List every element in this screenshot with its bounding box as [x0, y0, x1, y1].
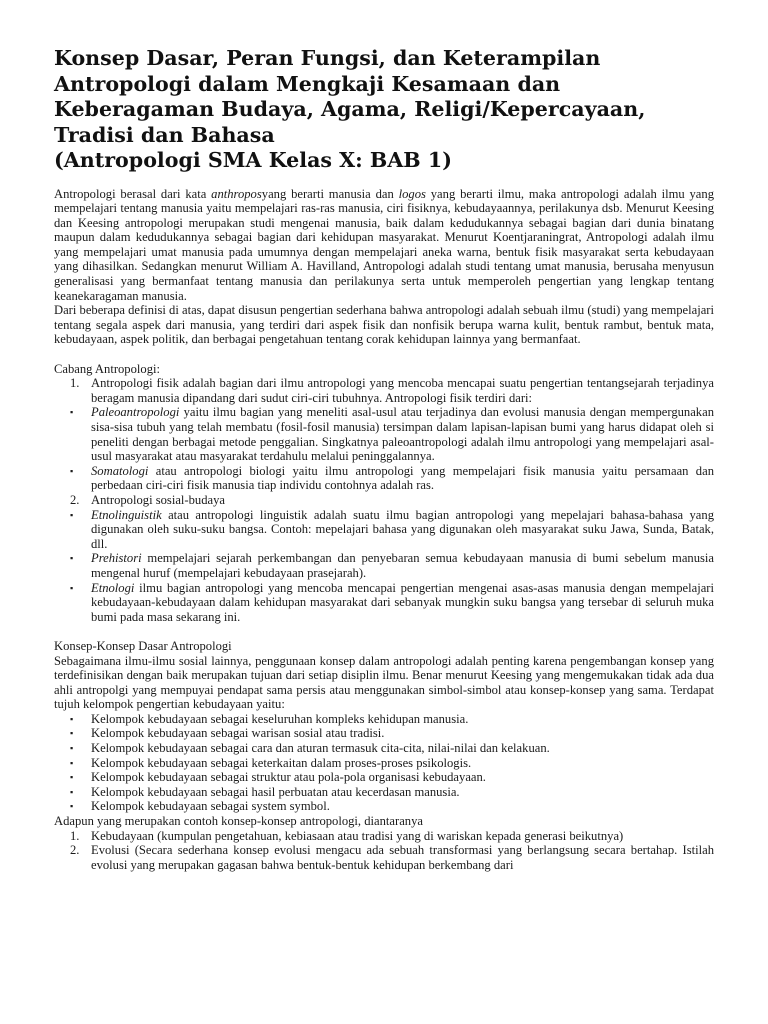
kelompok-bullets	[54, 712, 714, 814]
list-marker: 2.	[70, 492, 80, 507]
list-item-text: ilmu bagian antropologi yang mencoba mencapai pengertian mengenai asas-asas manusia dengan mempelajari kebudayaan-kebudayaan dalam kehidupan masyarakat dari sebanyak mungkin suku bangsa yang tersebar di seluruh muka bumi pada masa sekarang ini.	[91, 580, 714, 624]
list-item-text: Evolusi (Secara sederhana konsep evolusi mengacu ada sebuah transformasi yang berlangsung secara bertahap. Istilah evolusi yang merupakan gagasan bahwa bentuk-bentuk kehidupan berkembang dari	[91, 843, 714, 872]
list-item	[54, 508, 714, 552]
cabang-sosial-bullets	[54, 508, 714, 625]
intro-text: yang berarti manusia dan	[261, 186, 399, 201]
bullet-icon: ▪	[70, 772, 74, 783]
list-item-text: yaitu ilmu bagian yang meneliti asal-usul atau terjadinya dan evolusi manusia dengan mempergunakan sisa-sisa tubuh yang telah membatu (fosil-fosil manusia) tersimpan dalam lapisan-lapisan bumi yang harus didapat oleh si peneliti dengan berbagai metode penggalian. Singkatnya paleoantropologi adalah ilmu antropologi yang mempelajari asal-usul masyarakat atau masyarakat terdahulu melalui peninggalannya.	[91, 405, 714, 464]
list-item	[54, 843, 714, 872]
bullet-icon: ▪	[70, 509, 74, 520]
term: Etnolinguistik	[91, 507, 162, 522]
bullet-icon: ▪	[70, 757, 74, 768]
list-item-text: Kelompok kebudayaan sebagai warisan sosial atau tradisi.	[91, 726, 385, 741]
list-item-text: Kelompok kebudayaan sebagai keterkaitan dalam proses-proses psikologis.	[91, 755, 472, 770]
list-item-text: mempelajari sejarah perkembangan dan penyebaran semua kebudayaan manusia di bumi sebelum manusia mengenal huruf (mempelajari kebudayaan prasejarah).	[91, 551, 714, 580]
list-item	[54, 376, 714, 405]
list-item	[54, 405, 714, 463]
list-item-text: Antropologi sosial-budaya	[91, 492, 225, 507]
intro-paragraph-1	[54, 187, 714, 304]
list-item	[54, 785, 714, 800]
title-line-5: (Antropologi SMA Kelas X: BAB 1)	[54, 148, 452, 172]
konsep-numbered-list	[54, 829, 714, 873]
document-body	[54, 187, 714, 873]
bullet-icon: ▪	[70, 553, 74, 564]
bullet-icon: ▪	[70, 713, 74, 724]
list-item-text: Kelompok kebudayaan sebagai keseluruhan kompleks kehidupan manusia.	[91, 711, 469, 726]
term: Somatologi	[91, 463, 149, 478]
section-heading-konsep: Konsep-Konsep Dasar Antropologi	[54, 638, 232, 653]
list-item	[54, 741, 714, 756]
intro-text: Antropologi berasal dari kata	[54, 186, 212, 201]
adapun-paragraph: Adapun yang merupakan contoh konsep-konsep antropologi, diantaranya	[54, 814, 423, 829]
title-line-3: Keberagaman Budaya, Agama, Religi/Kepercayaan,	[54, 97, 646, 121]
intro-paragraph-2: Dari beberapa definisi di atas, dapat disusun pengertian sederhana bahwa antropologi adalah sebuah ilmu (studi) yang mempelajari tentang segala aspek dari manusia, yang terdiri dari aspek fisik dan nonfisik berupa warna kulit, bentuk rambut, bentuk mata, kebudayaan, aspek politik, dan berbagai pengetahuan tentang corak kehidupan lainnya yang bermanfaat.	[54, 303, 714, 347]
bullet-icon: ▪	[70, 582, 74, 593]
term: Paleoantropologi	[91, 405, 180, 420]
list-item	[54, 756, 714, 771]
list-item	[54, 493, 714, 508]
konsep-intro: Sebagaimana ilmu-ilmu sosial lainnya, penggunaan konsep dalam antropologi adalah penting karena pengembangan konsep yang terdefinisikan dengan baik merupakan tujuan dari setiap disiplin ilmu. Benar menurut Keesing yang mengemukakan tidak ada dua ahli antropolgi yang mempuyai pendapat sama persis atau menggunakan simbol-simbol atau konsep-konsep yang sama. Terdapat tujuh kelompok pengertian kebudayaan yaitu:	[54, 653, 714, 712]
list-item	[54, 712, 714, 727]
bullet-icon: ▪	[70, 801, 74, 812]
list-item	[54, 829, 714, 844]
list-marker: 1.	[70, 376, 80, 391]
list-item-text: atau antropologi biologi yaitu ilmu antropologi yang mempelajari fisik manusia yaitu persamaan dan perbedaan ciri-ciri fisik manusia tiap individu contohnya adalah ras.	[91, 463, 714, 493]
list-marker: 2.	[70, 843, 80, 858]
list-item	[54, 770, 714, 785]
bullet-icon: ▪	[70, 728, 74, 739]
list-item-text: Antropologi fisik adalah bagian dari ilmu antropologi yang mencoba mencapai suatu pengertian tentangsejarah terjadinya beragam manusia dipandang dari sudut ciri-ciri tubuhnya. Antropologi fisik terdiri dari:	[91, 376, 714, 405]
cabang-fisik-bullets	[54, 405, 714, 493]
list-item-text: Kelompok kebudayaan sebagai cara dan aturan termasuk cita-cita, nilai-nilai dan kelakuan.	[91, 741, 550, 756]
list-item-text: atau antropologi linguistik adalah suatu ilmu bagian antropologi yang mepelajari bahasa-bahasa yang digunakan oleh suku-suku bangsa. Contoh: mepelajari bahasa yang digunakan oleh masyarakat suku Jawa, Sunda, Batak, dll.	[91, 507, 714, 551]
intro-text: yang berarti ilmu, maka antropologi adalah ilmu yang mempelajari tentang manusia yaitu mempelajari ras-ras manusia, ciri fisiknya, kebudayaannya, perilakunya dsb. Menurut Keesing dan Keesing antropologi merupakan studi mengenai manusia, baik dalam kedudukannya sebagai bagian dari dunia binatang maupun dalam kedudukannya sebagai bagian dari kehidupan masyarakat. Menurut Koentjaraningrat, Antropologi adalah ilmu yang mempelajari umat manusia pada umumnya dengan mempelajari aneka warna, bentuk fisik masyarakat serta kebudayaan yang dihasilkan. Sedangkan menurut William A. Havilland, Antropologi adalah studi tentang umat manusia, berusaha menyusun generalisasi yang bermanfaat tentang manusia dan perilakunya serta untuk memperoleh pengertian yang lengkap tentang keanekaragaman manusia.	[54, 186, 714, 303]
term: Etnologi	[91, 580, 135, 595]
term-anthropos: anthropos	[211, 186, 262, 201]
bullet-icon: ▪	[70, 465, 74, 476]
list-item-text: Kebudayaan (kumpulan pengetahuan, kebiasaan atau tradisi yang di wariskan kepada generasi beikutnya)	[91, 828, 624, 843]
title-line-1: Konsep Dasar, Peran Fungsi, dan Keterampilan	[54, 46, 601, 70]
list-item	[54, 551, 714, 580]
list-marker: 1.	[70, 828, 80, 843]
bullet-icon: ▪	[70, 743, 74, 754]
list-item	[54, 464, 714, 493]
list-item-text: Kelompok kebudayaan sebagai hasil perbuatan atau kecerdasan manusia.	[91, 784, 460, 799]
section-heading-cabang: Cabang Antropologi:	[54, 361, 160, 376]
list-item-text: Kelompok kebudayaan sebagai struktur atau pola-pola organisasi kebudayaan.	[91, 770, 486, 785]
title-line-4: Tradisi dan Bahasa	[54, 122, 275, 147]
title-line-2: Antropologi dalam Mengkaji Kesamaan dan	[54, 71, 561, 96]
page-title	[54, 46, 714, 174]
bullet-icon: ▪	[70, 786, 74, 797]
list-item	[54, 799, 714, 814]
list-item	[54, 726, 714, 741]
cabang-list-2	[54, 493, 714, 508]
term: Prehistori	[91, 551, 142, 566]
cabang-list	[54, 376, 714, 405]
term-logos: logos	[398, 186, 426, 201]
list-item-text: Kelompok kebudayaan sebagai system symbol.	[91, 799, 330, 814]
bullet-icon: ▪	[70, 407, 74, 418]
list-item	[54, 581, 714, 625]
